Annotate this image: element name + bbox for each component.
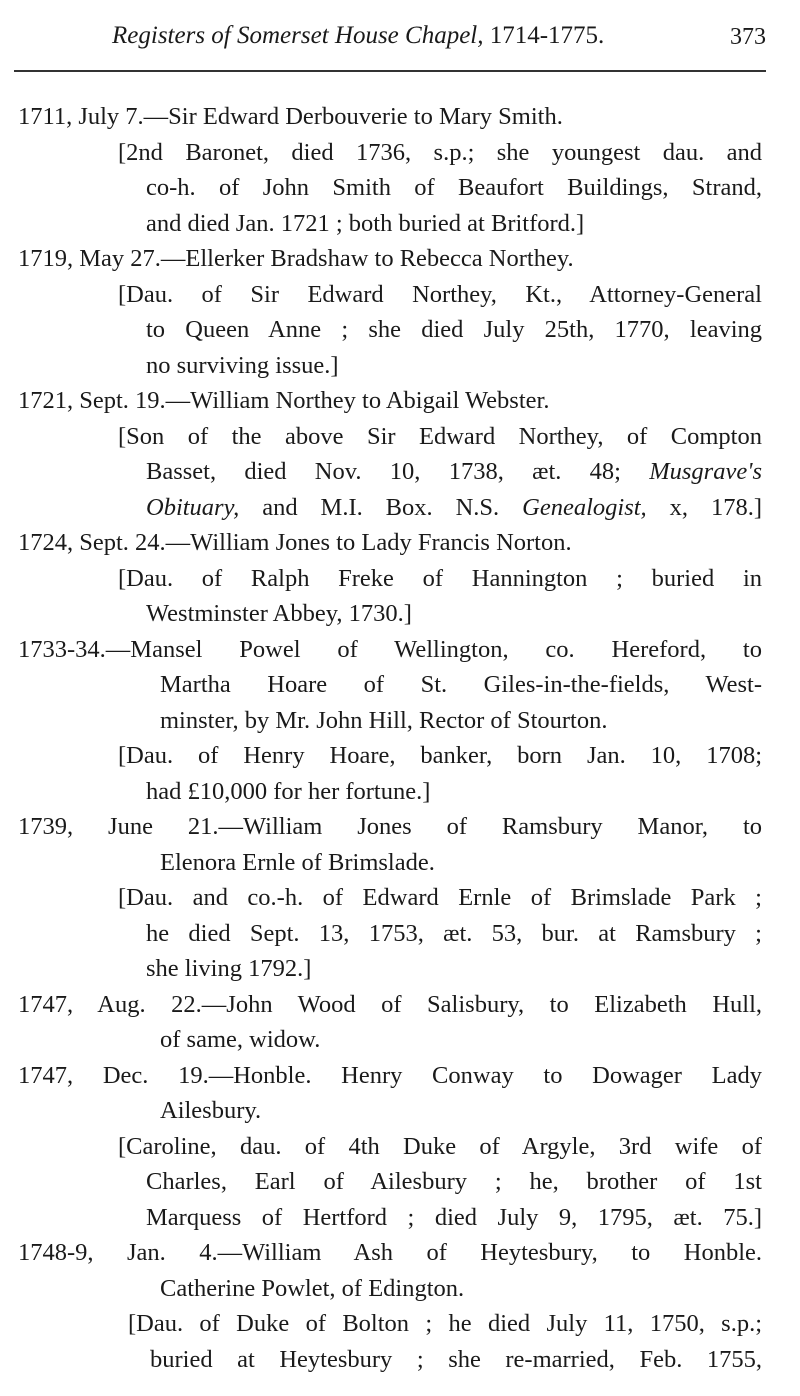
text-segment: Charles, Earl of Ailesbury ; he, brother of 1st [146, 1168, 762, 1195]
text-segment: 1747, Aug. 22.—John Wood of Salisbury, to Elizabeth Hull, [18, 990, 762, 1018]
text-segment: Catherine Powlet, of Edington. [160, 1274, 465, 1302]
entry-text-line [0, 1306, 762, 1342]
text-segment: no surviving issue.] [146, 351, 339, 379]
text-segment: [Dau. of Sir Edward Northey, Kt., Attorney-General [118, 280, 762, 308]
entry-text-line [0, 419, 762, 455]
entry-heading-line [0, 987, 762, 1023]
entry-text-line [0, 1129, 762, 1165]
entry-text-line [0, 951, 762, 987]
text-segment: had £10,000 for her fortune.] [146, 777, 431, 805]
entry-text-line [0, 880, 762, 916]
text-segment: x, 178.] [646, 493, 762, 521]
entry-text-line [0, 1271, 762, 1307]
entry-heading-line [0, 383, 762, 419]
text-segment: to Queen Anne ; she died July 25th, 1770, leaving [146, 316, 762, 343]
text-segment: Marquess of Hertford ; died July 9, 1795, æt. 75.] [146, 1203, 762, 1231]
text-segment: [Caroline, dau. of 4th Duke of Argyle, 3rd wife of [118, 1132, 762, 1160]
entry-text-line [0, 596, 762, 632]
text-segment: 1724, Sept. 24.—William Jones to Lady Francis Norton. [18, 529, 572, 556]
entry-text-line [0, 1164, 762, 1200]
text-segment: Elenora Ernle of Brimslade. [160, 848, 435, 876]
running-header [0, 22, 766, 62]
entry-text-line [0, 667, 762, 703]
text-segment: 1747, Dec. 19.—Honble. Henry Conway to Dowager Lady [18, 1061, 762, 1089]
text-segment: 1739, June 21.—William Jones of Ramsbury Manor, to [18, 813, 762, 840]
text-segment: Westminster Abbey, 1730.] [146, 600, 412, 627]
text-segment: Martha Hoare of St. Giles-in-the-fields, West- [160, 671, 762, 698]
entry-text-line [0, 277, 762, 313]
entry-text-line [0, 561, 762, 597]
entry-text-line [0, 1022, 762, 1058]
entry-text-line [0, 1093, 762, 1129]
entry-text-line [0, 1342, 762, 1378]
text-segment: [Dau. of Henry Hoare, banker, born Jan. 10, 1708; [118, 742, 762, 769]
entry-heading-line [0, 99, 762, 135]
italic-text: Genealogist, [522, 493, 647, 521]
entry-text-line [0, 845, 762, 881]
text-segment: she living 1792.] [146, 955, 312, 982]
entry-text-line [0, 206, 762, 242]
italic-text: Musgrave's [649, 458, 762, 485]
page-number: 373 [730, 24, 766, 50]
text-segment: 1711, July 7.—Sir Edward Derbouverie to Mary Smith. [18, 103, 563, 130]
text-segment: co-h. of John Smith of Beaufort Buildings, Strand, [146, 174, 762, 201]
text-segment: [Dau. and co.-h. of Edward Ernle of Brimslade Park ; [118, 884, 762, 911]
entry-text-line [0, 1200, 762, 1236]
italic-text: Obituary, [146, 493, 240, 521]
text-segment: Ailesbury. [160, 1097, 262, 1124]
text-segment: [Dau. of Duke of Bolton ; he died July 11, 1750, s.p.; [128, 1310, 762, 1337]
text-segment: 1733-34.—Mansel Powel of Wellington, co. Hereford, to [18, 635, 762, 663]
entry-heading-line [0, 1058, 762, 1094]
running-title [112, 22, 604, 50]
entry-text-line [0, 703, 762, 739]
text-segment: minster, by Mr. John Hill, Rector of Stourton. [160, 706, 608, 734]
entry-heading-line [0, 809, 762, 845]
text-segment: 1721, Sept. 19.—William Northey to Abigail Webster. [18, 387, 550, 414]
text-segment: [Son of the above Sir Edward Northey, of Compton [118, 422, 762, 450]
running-title-years: 1714-1775. [489, 22, 605, 49]
text-segment: he died Sept. 13, 1753, æt. 53, bur. at Ramsbury ; [146, 919, 762, 947]
text-segment: and M.I. Box. N.S. [239, 493, 523, 521]
text-segment: of same, widow. [160, 1026, 321, 1053]
entry-heading-line [0, 1235, 762, 1271]
entry-heading-line [0, 632, 762, 668]
entry-heading-line [0, 525, 762, 561]
entry-text-line [0, 135, 762, 171]
entry-text-line [0, 916, 762, 952]
entry-text-line [0, 738, 762, 774]
text-segment: 1748-9, Jan. 4.—William Ash of Heytesbury, to Honble. [18, 1239, 762, 1266]
entry-heading-line [0, 241, 762, 277]
running-title-text: Registers of Somerset House Chapel, [112, 22, 484, 49]
entry-text-line [0, 348, 762, 384]
text-segment: 1719, May 27.—Ellerker Bradshaw to Rebecca Northey. [18, 245, 574, 272]
text-segment: buried at Heytesbury ; she re-married, Feb. 1755, [150, 1345, 762, 1373]
text-segment: [2nd Baronet, died 1736, s.p.; she youngest dau. and [118, 138, 762, 166]
text-segment: Basset, died Nov. 10, 1738, æt. 48; [146, 458, 650, 485]
page-body [0, 99, 800, 1377]
entry-text-line [0, 170, 762, 206]
text-segment: [Dau. of Ralph Freke of Hannington ; buried in [118, 564, 762, 592]
entry-text-line [0, 312, 762, 348]
header-rule [14, 70, 766, 72]
entry-text-line [0, 774, 762, 810]
entry-text-line [0, 454, 762, 490]
text-segment: and died Jan. 1721 ; both buried at Britford.] [146, 209, 585, 237]
entry-text-line [0, 490, 762, 526]
